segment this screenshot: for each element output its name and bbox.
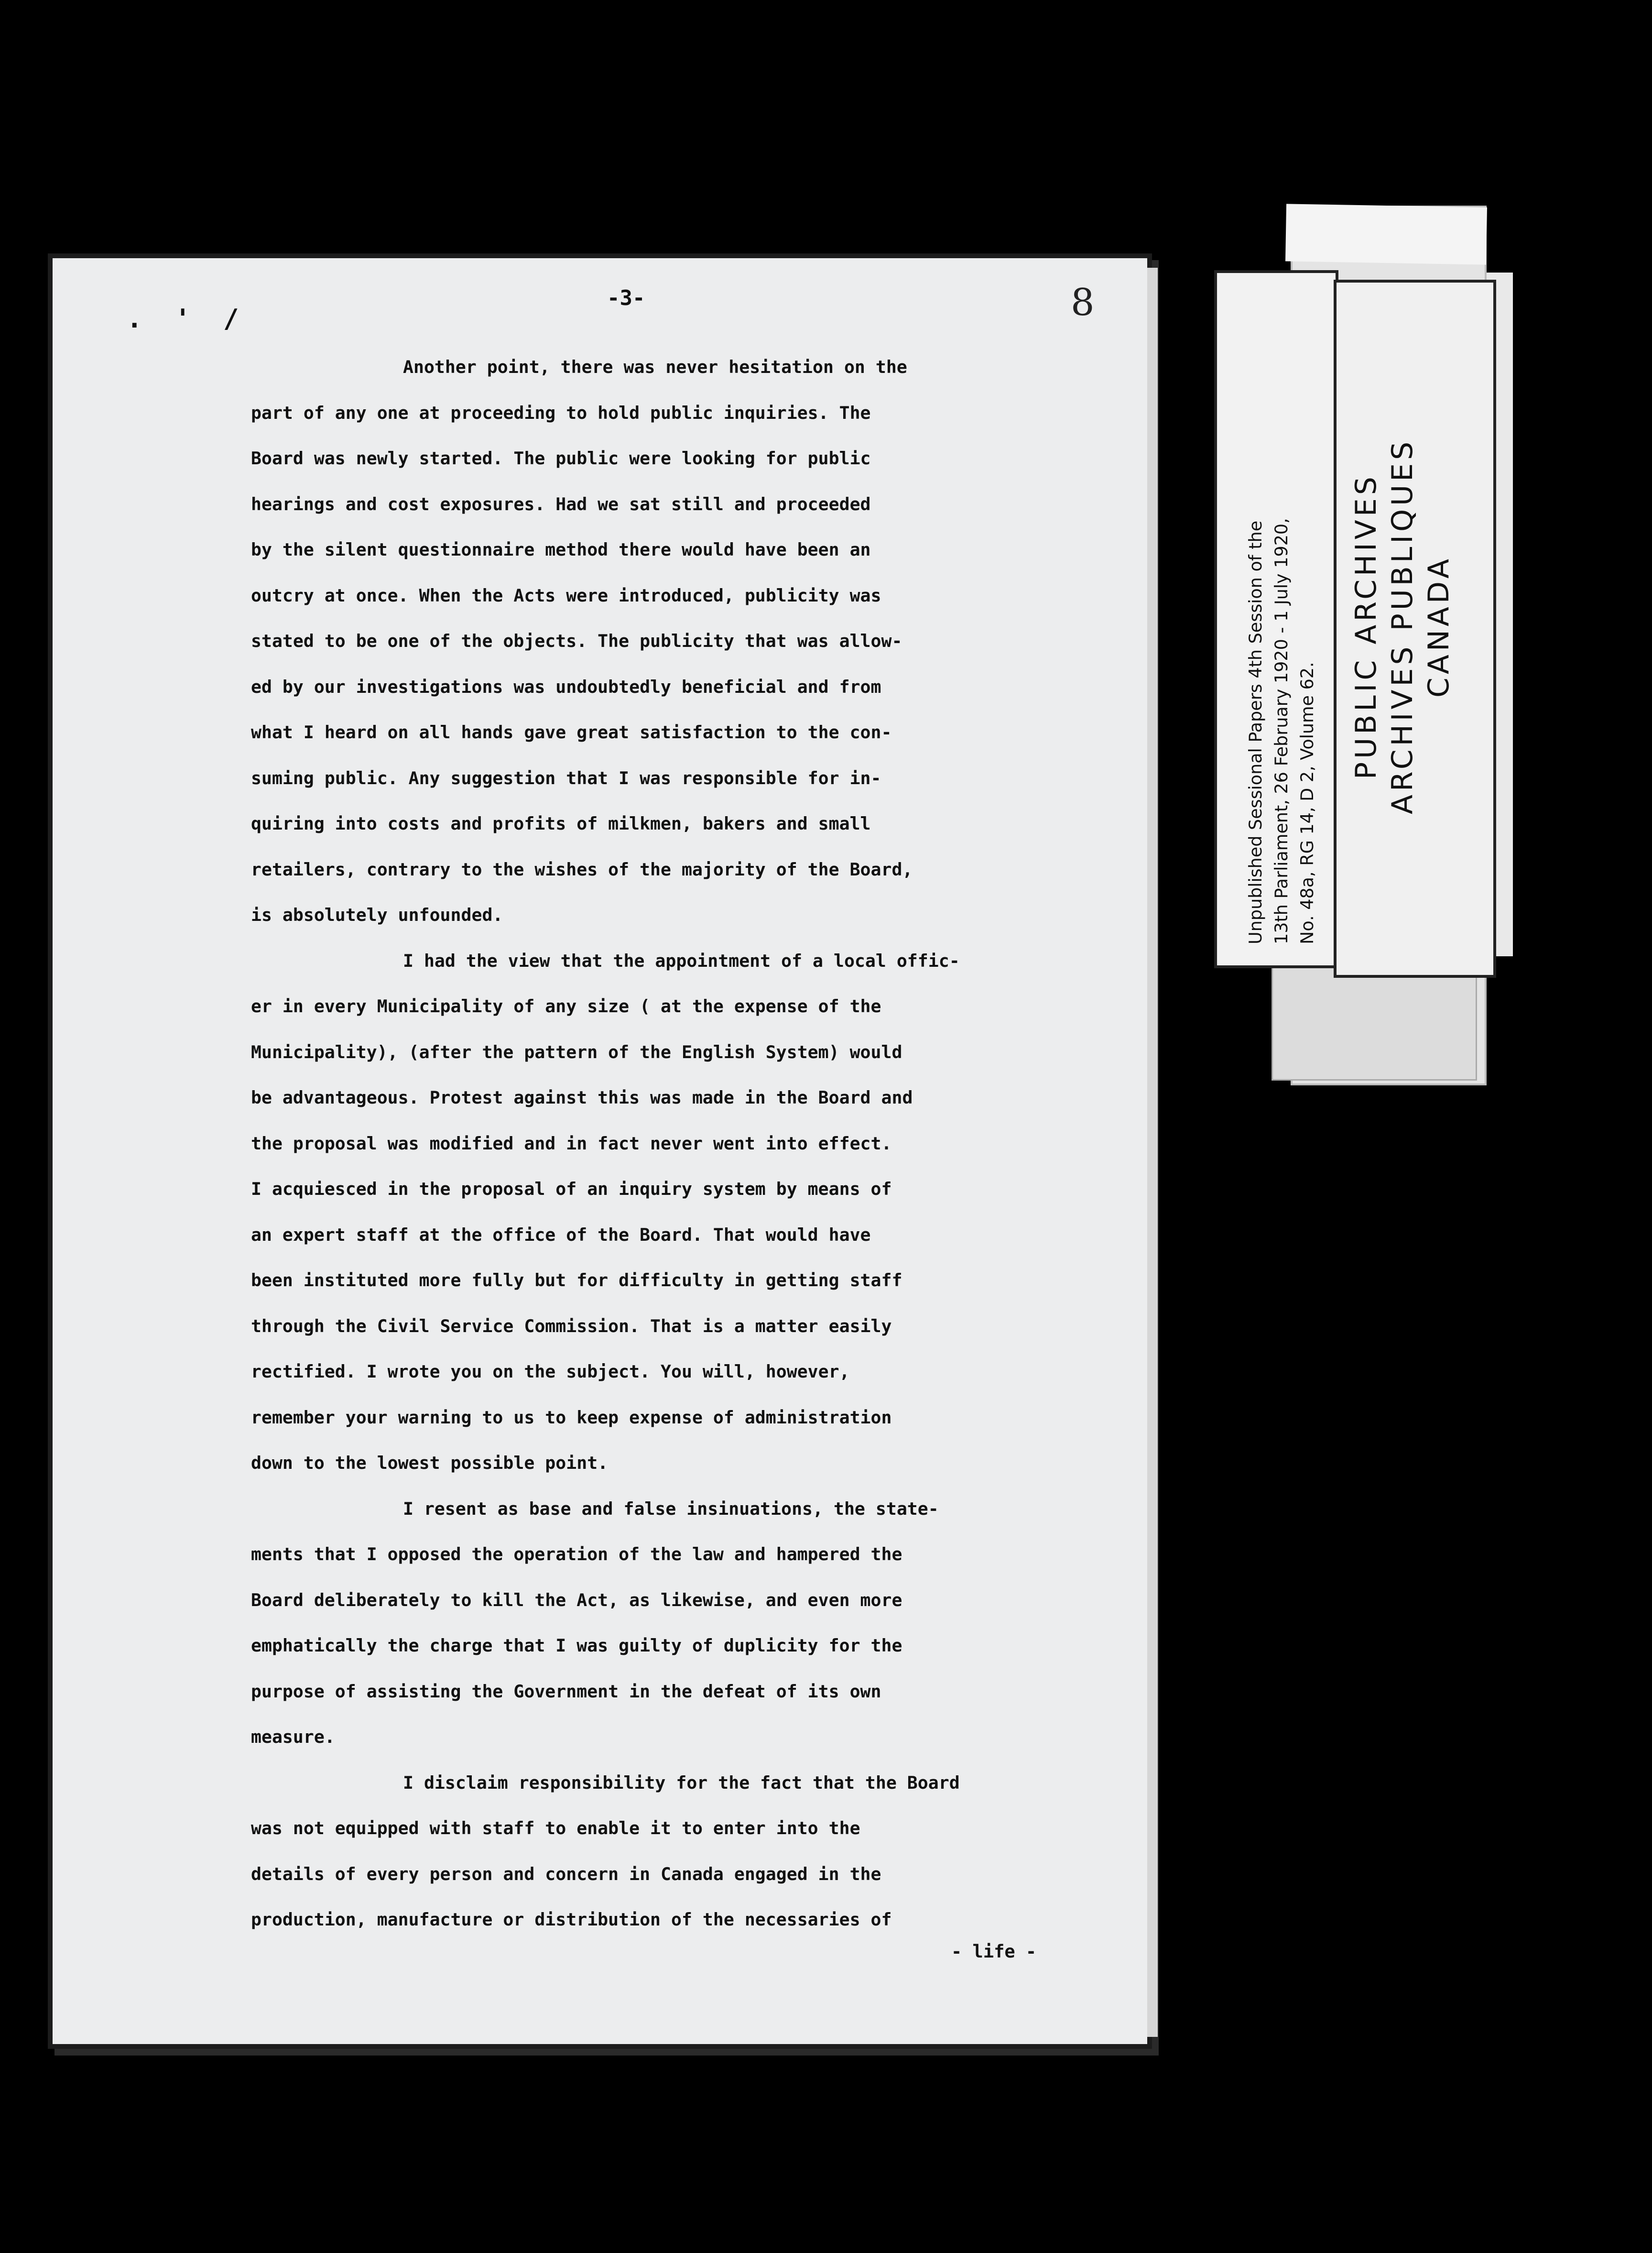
archive-tab-top bbox=[1285, 204, 1487, 264]
citation-line: 13th Parliament, 26 February 1920 - 1 July 1920, bbox=[1271, 518, 1292, 944]
text-line: through the Civil Service Commission. That is a matter easily bbox=[251, 1315, 892, 1336]
typed-body-text bbox=[251, 344, 1178, 1943]
text-line: rectified. I wrote you on the subject. You will, however, bbox=[251, 1361, 850, 1382]
stamp-line: CANADA bbox=[1422, 555, 1456, 698]
text-line: Municipality), (after the pattern of the English System) would bbox=[251, 1041, 902, 1062]
citation-line: No. 48a, RG 14, D 2, Volume 62. bbox=[1297, 662, 1317, 944]
text-line: details of every person and concern in Canada engaged in the bbox=[251, 1863, 881, 1884]
text-line: er in every Municipality of any size ( at the expense of the bbox=[251, 996, 881, 1017]
text-line: suming public. Any suggestion that I was responsible for in- bbox=[251, 767, 881, 788]
text-line: part of any one at proceeding to hold public inquiries. The bbox=[251, 402, 871, 423]
document-page bbox=[53, 258, 1147, 2044]
archive-citation bbox=[1243, 294, 1320, 944]
text-line: Board deliberately to kill the Act, as likewise, and even more bbox=[251, 1589, 902, 1610]
folio-number: 8 bbox=[1071, 281, 1095, 324]
archives-stamp bbox=[1348, 306, 1457, 947]
text-line: been instituted more fully but for difficulty in getting staff bbox=[251, 1270, 902, 1291]
text-line: Another point, there was never hesitation on the bbox=[403, 357, 907, 377]
text-line: purpose of assisting the Government in the defeat of its own bbox=[251, 1681, 881, 1702]
text-line: down to the lowest possible point. bbox=[251, 1453, 609, 1473]
text-line: emphatically the charge that I was guilty of duplicity for the bbox=[251, 1635, 902, 1656]
text-line: production, manufacture or distribution of the necessaries of bbox=[251, 1909, 892, 1930]
page-edge bbox=[1147, 268, 1158, 2037]
text-line: retailers, contrary to the wishes of the majority of the Board, bbox=[251, 859, 913, 880]
text-line: what I heard on all hands gave great satisfaction to the con- bbox=[251, 722, 892, 743]
text-line: I acquiesced in the proposal of an inquiry system by means of bbox=[251, 1179, 892, 1199]
text-line: was not equipped with staff to enable it to enter into the bbox=[251, 1818, 860, 1838]
text-line: Board was newly started. The public were looking for public bbox=[251, 448, 871, 469]
text-line: by the silent questionnaire method there would have been an bbox=[251, 539, 871, 560]
text-line: ments that I opposed the operation of the law and hampered the bbox=[251, 1544, 902, 1564]
citation-line: Unpublished Sessional Papers 4th Session of the bbox=[1245, 520, 1266, 944]
text-line: remember your warning to us to keep expense of administration bbox=[251, 1407, 892, 1428]
stamp-line: PUBLIC ARCHIVES bbox=[1349, 473, 1383, 779]
text-line: stated to be one of the objects. The publicity that was allow- bbox=[251, 631, 902, 651]
text-line: ed by our investigations was undoubtedly beneficial and from bbox=[251, 676, 881, 697]
text-line: outcry at once. When the Acts were introduced, publicity was bbox=[251, 585, 881, 606]
text-line: hearings and cost exposures. Had we sat still and proceeded bbox=[251, 493, 871, 514]
stamp-line: ARCHIVES PUBLIQUES bbox=[1386, 438, 1419, 815]
text-line: I had the view that the appointment of a local offic- bbox=[403, 950, 960, 971]
text-line: the proposal was modified and in fact never went into effect. bbox=[251, 1133, 892, 1154]
text-line: be advantageous. Protest against this was made in the Board and bbox=[251, 1087, 913, 1108]
text-line: quiring into costs and profits of milkmen, bakers and small bbox=[251, 813, 871, 834]
text-line: I disclaim responsibility for the fact that the Board bbox=[403, 1772, 960, 1793]
text-line: an expert staff at the office of the Board. That would have bbox=[251, 1224, 871, 1245]
catchword: - life - bbox=[951, 1941, 1037, 1962]
margin-marks: . ' / bbox=[127, 304, 248, 334]
text-line: is absolutely unfounded. bbox=[251, 905, 503, 925]
text-line: measure. bbox=[251, 1727, 335, 1747]
page-number: -3- bbox=[607, 286, 645, 310]
text-line: I resent as base and false insinuations, the state- bbox=[403, 1498, 939, 1519]
